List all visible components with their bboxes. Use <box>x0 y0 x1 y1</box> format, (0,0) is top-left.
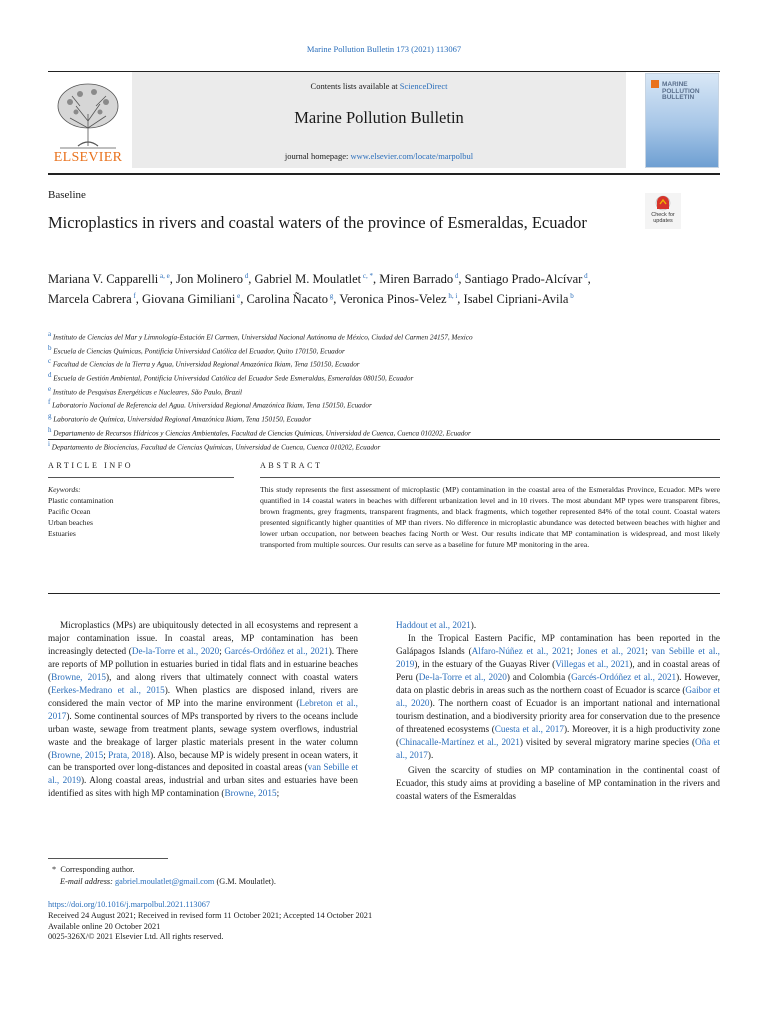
available-online: Available online 20 October 2021 <box>48 921 161 931</box>
body-text: Microplastics (MPs) are ubiquitously detected in all ecosystems and represent a major contamination issue. In coastal areas, MP contamination has been increasingly detected ( <box>48 620 358 656</box>
body-text: In the Tropical Eastern Pacific, MP contamination has been reported in the Galápagos Islands ( <box>396 632 720 656</box>
body-text: ) and Colombia ( <box>506 671 572 682</box>
keyword: Pacific Ocean <box>48 507 91 516</box>
affiliation-list <box>48 329 648 452</box>
received-dates: Received 24 August 2021; Received in revised form 11 October 2021; Accepted 14 October 2021 <box>48 910 373 920</box>
author-name[interactable]: Gabriel M. Moulatlet <box>254 272 362 287</box>
abstract-heading: ABSTRACT <box>260 461 323 470</box>
keyword: Estuaries <box>48 529 76 538</box>
author-separator: , <box>248 272 255 287</box>
author-affiliation-marker[interactable]: f <box>131 292 136 301</box>
header-bottom-rule <box>48 173 720 175</box>
citation-link[interactable]: De-la-Torre et al., 2020 <box>418 671 507 682</box>
citation-link[interactable]: van Sebille et al., 2019 <box>48 762 358 786</box>
author-affiliation-marker[interactable]: c, * <box>361 272 373 280</box>
author-separator: , <box>457 292 464 307</box>
affiliation-key: a <box>48 330 52 338</box>
affiliation <box>48 439 648 453</box>
abstract-text: This study represents the first assessment of microplastic (MP) contamination in the coastal area of the Esmeraldas Province, Ecuador. MPs were quantified in 14 coastal waters in beaches with different urbanization level and in 10 rivers. The most abundant MP types were transparent fibres, brown fragments, grey fragments, transparent fragments, and black fragments, which together represented 84% of the total count. Coastal waters presented significantly higher quantities of MP than rivers. No difference in microplastic abundance was detected between beaches with higher and lower urban occupation, nor between beaches facing North or West. Our results indicate that MP contamination is widespread, and most likely transported from multiple sources. Our results can serve as a baseline for future MP monitoring in the area. <box>260 485 720 550</box>
affiliation-text: Escuela de Gestión Ambiental, Pontificia Universidad Católica del Ecuador Sede Esmeraldas, Esmeraldas 080150, Ecuador <box>51 374 414 383</box>
author-name[interactable]: Veronica Pinos-Velez <box>339 292 447 307</box>
citation-link[interactable]: Villegas et al., 2021 <box>555 658 630 669</box>
homepage-line: journal homepage: www.elsevier.com/locate/marpolbul <box>284 151 474 161</box>
author-separator: , <box>240 292 247 307</box>
author-name[interactable]: Santiago Prado-Alcívar <box>464 272 583 287</box>
citation-link[interactable]: Browne, 2015 <box>51 749 104 760</box>
body-text: ). There are reports of MP pollution in estuaries buried in tidal flats and in estuarine beaches ( <box>48 645 358 682</box>
body-text: ). Some continental sources of MPs transported by rivers to the oceans include urban waste, sewage from treatment plants, sewage system overflows, industrial waste and the breakage of larger plastic materials present in the water column ( <box>48 710 358 760</box>
citation-link[interactable]: Cuesta et al., 2017 <box>494 723 564 734</box>
article-info-heading: ARTICLE INFO <box>48 461 134 470</box>
body-text: ). When plastics are disposed inland, rivers are considered the main vector of MP into the marine environment ( <box>48 684 359 708</box>
journal-cover-thumbnail[interactable] <box>645 73 719 168</box>
journal-name: Marine Pollution Bulletin <box>294 108 464 127</box>
body-paragraph <box>48 619 358 800</box>
elsevier-wordmark: ELSEVIER <box>53 150 123 165</box>
affiliation-text: Escuela de Ciencias Químicas, Pontificia Universidad Católica del Ecuador, Quito 170150, Ecuador <box>51 347 345 356</box>
author-affiliation-marker[interactable]: d <box>243 272 249 280</box>
article-title: Microplastics in rivers and coastal waters of the province of Esmeraldas, Ecuador <box>48 213 587 232</box>
article-info-rule <box>48 477 234 478</box>
affiliation-key: b <box>48 343 52 352</box>
affiliation <box>48 411 648 425</box>
body-text: ; <box>645 645 652 656</box>
abstract-rule <box>260 477 720 478</box>
author-name[interactable]: Miren Barrado <box>379 272 454 287</box>
author-affiliation-marker[interactable]: d <box>453 272 459 280</box>
author-affiliation-marker[interactable]: e <box>235 292 241 301</box>
email-owner: (G.M. Moulatlet). <box>216 877 276 886</box>
footnotes <box>52 864 276 888</box>
contents-line: Contents lists available at ScienceDirect <box>310 81 448 91</box>
citation-link[interactable]: Garcés-Ordóñez et al., 2021 <box>571 671 677 682</box>
publication-info <box>48 900 372 943</box>
body-text: ). <box>470 620 477 630</box>
author-affiliation-marker[interactable]: a, e <box>158 272 170 280</box>
keyword: Plastic contamination <box>48 496 114 505</box>
body-text: ). Moreover, it is a high productivity zone ( <box>396 723 720 747</box>
body-text: ; <box>570 645 577 656</box>
affiliation-text: Departamento de Biociencias, Facultad de Ciencias Químicas, Universidad de Cuenca, Cuenca 010202, Ecuador <box>49 442 381 451</box>
author-list <box>48 268 608 308</box>
citation-link[interactable]: Alfaro-Núñez et al., 2021 <box>471 645 571 656</box>
author-name[interactable]: Mariana V. Capparelli <box>48 272 159 287</box>
corresponding-author-note: * Corresponding author. <box>52 865 135 874</box>
author-separator: , <box>458 272 465 287</box>
citation-link[interactable]: Garcés-Ordóñez et al., 2021 <box>224 645 329 656</box>
keywords-block <box>48 484 234 539</box>
author-separator: , <box>333 292 340 307</box>
citation-link[interactable]: Chinacalle-Martínez et al., 2021 <box>399 736 520 747</box>
citation-link[interactable]: Browne, 2015 <box>51 671 107 682</box>
sciencedirect-link[interactable]: ScienceDirect <box>399 81 448 91</box>
journal-masthead <box>132 72 626 168</box>
body-text: ; <box>103 749 109 760</box>
affiliation-key: g <box>48 412 52 421</box>
citation-link[interactable]: Haddout et al., 2021 <box>396 620 471 630</box>
header-top-rule <box>48 71 720 72</box>
affiliation <box>48 329 648 343</box>
copyright: 0025-326X/© 2021 Elsevier Ltd. All rights reserved. <box>48 932 224 942</box>
cover-logo-icon <box>651 80 659 88</box>
author-separator: , <box>135 292 142 307</box>
affiliation-text: Facultad de Ciencias de la Tierra y Agua, Universidad Regional Amazónica Ikiam, Tena 150150, Ecuador <box>51 360 360 369</box>
body-column-left <box>48 619 358 800</box>
affiliation-text: Instituto de Ciencias del Mar y Limnología-Estación El Carmen, Universidad Nacional Autónoma de México, Ciudad del Carmen 24157, Mexico <box>51 333 473 342</box>
citation-link[interactable]: Gaibor et al., 2020 <box>396 684 720 708</box>
affiliation-key: f <box>48 398 51 407</box>
citation-link[interactable]: Lebreton et al., 2017 <box>48 697 358 721</box>
affiliation-text: Laboratorio de Química, Universidad Regional Amazónica Ikiam, Tena 150150, Ecuador <box>51 415 312 424</box>
abstract-bottom-rule <box>48 593 720 594</box>
body-paragraph <box>396 632 720 762</box>
author-name[interactable]: Giovana Gimiliani <box>141 292 236 307</box>
affiliation-text: Laboratorio Nacional de Referencia del Agua. Universidad Regional Amazónica Ikiam, Tena 150150, Ecuador <box>50 401 372 410</box>
citation-link[interactable]: Eerkes-Medrano et al., 2015 <box>51 684 165 695</box>
affiliation-text: Instituto de Pesquisas Energéticas e Nucleares, São Paulo, Brazil <box>51 388 243 397</box>
affiliation-key: h <box>48 425 52 434</box>
body-text: ). Also, because MP is widely present in ocean waters, it can be transported over long-distances and deposited in coastal areas ( <box>48 749 358 773</box>
author-name[interactable]: Marcela Cabrera <box>48 292 132 307</box>
body-text: ; <box>276 788 280 799</box>
affiliation <box>48 384 648 398</box>
affiliation-key: i <box>48 439 50 448</box>
citation-link[interactable]: De-la-Torre et al., 2020 <box>131 645 220 656</box>
affiliations-rule <box>48 439 720 440</box>
journal-reference[interactable]: Marine Pollution Bulletin 173 (2021) 113067 <box>306 44 462 54</box>
article-section: Baseline <box>48 189 86 201</box>
body-text: ). Along coastal areas, industrial and urban sites and estuaries have been identified as sites with high MP contamination ( <box>48 775 358 799</box>
body-paragraph <box>396 619 720 632</box>
body-text: ). The northern coast of Ecuador is an important national and international tourism destination, and a biodiversity priority area for conservation due to the presence of threatened ecosystems ( <box>396 697 720 734</box>
footnote-rule <box>48 858 168 859</box>
doi-link[interactable]: https://doi.org/10.1016/j.marpolbul.2021.113067 <box>48 900 211 909</box>
footnote-marker: * <box>52 865 57 874</box>
author-affiliation-marker[interactable]: g <box>328 292 334 301</box>
author-affiliation-marker[interactable]: d <box>582 272 588 280</box>
check-for-updates-label: Check for updates <box>651 212 675 224</box>
affiliation-key: d <box>48 371 52 380</box>
body-text: ) visited by several migratory marine species ( <box>519 736 696 747</box>
citation-link[interactable]: Prata, 2018 <box>108 749 151 760</box>
citation-link[interactable]: Jones et al., 2021 <box>576 645 646 656</box>
keyword: Urban beaches <box>48 518 93 527</box>
affiliation <box>48 397 648 411</box>
author-separator: , <box>372 272 380 287</box>
body-text: ), in the estuary of the Guayas River ( <box>414 658 556 669</box>
body-paragraph <box>396 764 720 803</box>
email-note <box>52 876 276 888</box>
affiliation <box>48 343 648 357</box>
affiliation-key: c <box>48 357 52 366</box>
citation-link[interactable]: Browne, 2015 <box>224 788 277 799</box>
citation-link[interactable]: Oña et al., 2017 <box>396 736 720 760</box>
body-text: ; <box>219 645 225 656</box>
author-name[interactable]: Carolina Ñacato <box>246 292 329 307</box>
affiliation-text: Departamento de Recursos Hídricos y Ciencias Ambientales, Facultad de Ciencias Químicas, Universidad de Cuenca, Cuenca 010202, Ecuador <box>51 429 471 438</box>
email-label: E-mail address: <box>60 877 113 886</box>
keywords-label: Keywords: <box>48 485 81 494</box>
body-text: ), and along rivers that ultimately connect with coastal waters ( <box>48 671 359 695</box>
affiliation <box>48 370 648 384</box>
author-separator: , <box>169 272 176 287</box>
body-text: ), and in coastal areas of Peru ( <box>396 658 720 682</box>
author-separator: , <box>587 272 591 287</box>
body-column-right <box>396 619 720 803</box>
affiliation <box>48 356 648 370</box>
email-link[interactable]: gabriel.moulatlet@gmail.com <box>115 877 215 886</box>
author-affiliation-marker[interactable]: h, i <box>446 292 458 301</box>
affiliation <box>48 425 648 439</box>
citation-link[interactable]: van Sebille et al., 2019 <box>396 645 720 669</box>
body-text: ). However, data on plastic debris in areas such as the northern coast of Ecuador is scarce ( <box>396 671 720 695</box>
author-name[interactable]: Jon Molinero <box>176 272 244 287</box>
author-name[interactable]: Isabel Cipriani-Avila <box>463 292 569 307</box>
cover-title: MARINE POLLUTION BULLETIN <box>662 81 700 101</box>
affiliation-key: e <box>48 384 52 393</box>
body-text: Given the scarcity of studies on MP contamination in the continental coast of Ecuador, this study aims at providing a baseline of MP contamination in the rivers and coastal waters of the Esmeraldas <box>396 765 720 802</box>
journal-homepage-link[interactable]: www.elsevier.com/locate/marpolbul <box>350 151 474 161</box>
body-text: ). <box>427 749 434 760</box>
author-affiliation-marker[interactable]: b <box>568 292 574 301</box>
